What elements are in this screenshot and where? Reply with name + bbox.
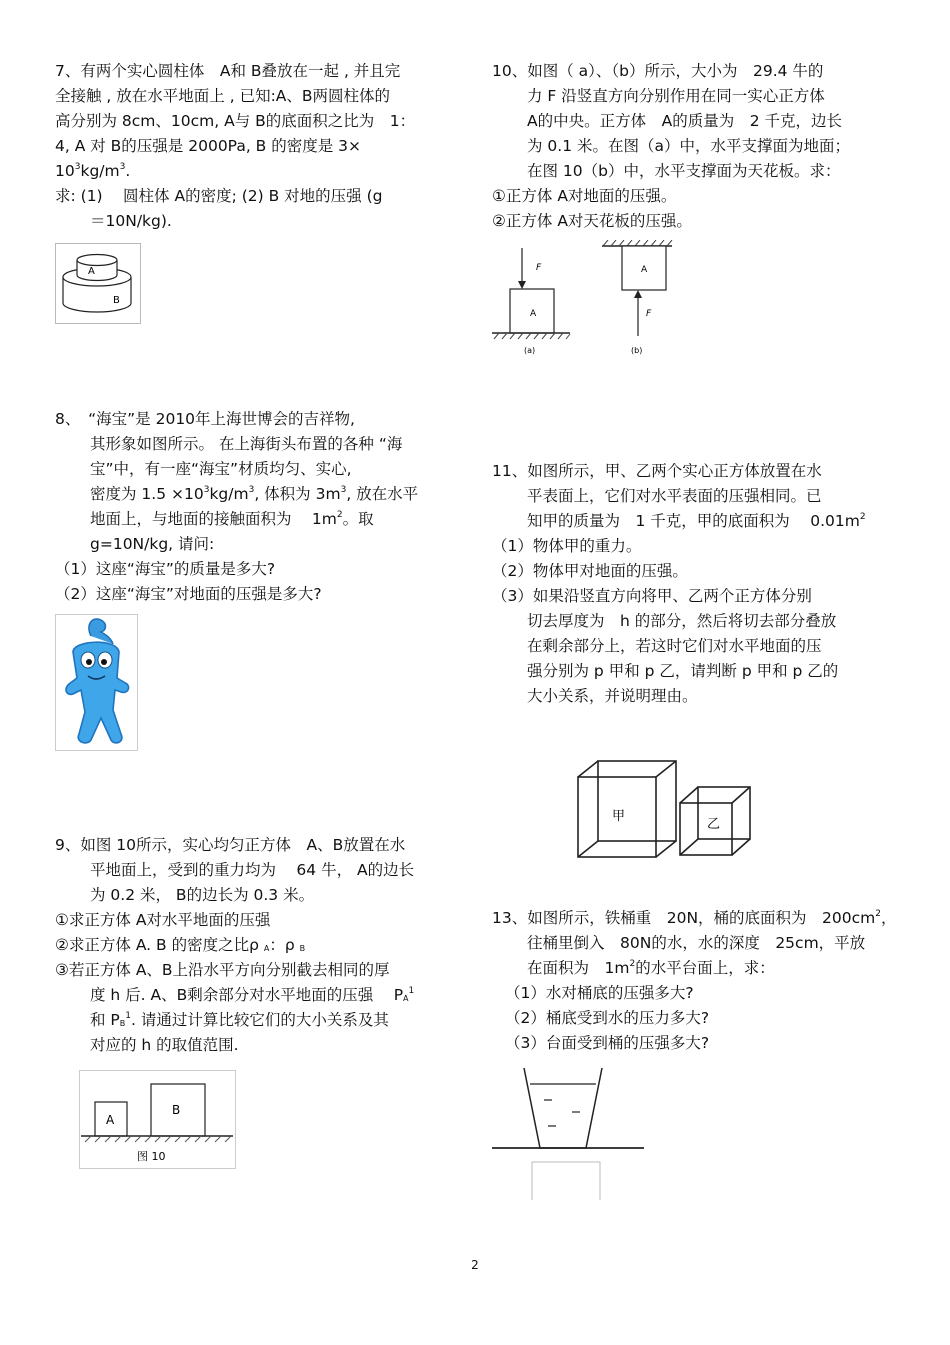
q8-line-3: 宝”中，有一座“海宝”材质均匀、实心, — [90, 460, 352, 478]
q9-line-1: 9、如图 10所示，实心均匀正方体 A、B放置在水 — [55, 836, 406, 854]
q9-fig-label-b: B — [172, 1103, 181, 1117]
q10-sub-2: ②正方体 A对天花板的压强。 — [492, 212, 692, 230]
q9-fig-label-a: A — [106, 1113, 115, 1127]
q8-ask-2: （2）这座“海宝”对地面的压强是多大? — [55, 585, 322, 603]
q11-line-1: 11、如图所示，甲、乙两个实心正方体放置在水 — [492, 462, 822, 480]
q9-sub-3-line-2: 度 h 后. A、B剩余部分对水平地面的压强 $P_A^1$ — [90, 986, 415, 1004]
q10-sub-1: ①正方体 A对地面的压强。 — [492, 187, 677, 205]
q7-ask-1: 求: (1) 圆柱体 A的密度; (2) B 对地的压强 (g — [55, 187, 383, 205]
q11-line-2: 平表面上，它们对水平表面的压强相同。已 — [527, 487, 822, 505]
q7-line-2: 全接触 , 放在水平地面上 , 已知:A、B两圆柱体的 — [55, 87, 391, 105]
question-11 — [492, 459, 866, 709]
q13-sub-1: （1）水对桶底的压强多大? — [505, 984, 694, 1002]
q11-figure-cubes — [574, 757, 756, 861]
q11-fig-jia: 甲 — [612, 809, 626, 824]
q8-figure-haibao-mascot — [55, 614, 139, 752]
q10-line-1: 10、如图（ a）、（b）所示，大小为 29.4 牛的 — [492, 62, 824, 80]
q11-sub-2: （2）物体甲对地面的压强。 — [492, 562, 688, 580]
q10-fig-f-b: F — [646, 309, 652, 319]
q8-line-6: g=10N/kg, 请问: — [90, 535, 215, 553]
q9-sub-2: ②求正方体 A. B 的密度之比ρ $_A$：ρ $_B$ — [55, 936, 306, 954]
q8-line-4: 密度为 $1.5 \times 10^3kg/m^3$, 体积为 $3m^3$, 放在水平 — [90, 485, 419, 503]
q9-line-3: 为 0.2 米， B的边长为 0.3 米。 — [90, 886, 315, 904]
q10-line-5: 在图 10（b）中，水平支撑面为天花板。求： — [527, 162, 841, 180]
q9-figure-10-cubes — [79, 1070, 237, 1170]
q13-line-2: 往桶里倒入 80N的水，水的深度 25cm，平放 — [527, 934, 866, 952]
q8-ask-1: （1）这座“海宝”的质量是多大? — [55, 560, 276, 578]
q10-fig-caption-b: (b) — [631, 346, 643, 355]
q10-line-2: 力 F 沿竖直方向分别作用在同一实心正方体 — [527, 87, 825, 105]
q13-sub-3: （3）台面受到桶的压强多大? — [505, 1034, 710, 1052]
q9-line-2: 平地面上，受到的重力均为 64 牛， A的边长 — [90, 861, 415, 879]
q10-line-4: 为 0.1 米。在图（a）中，水平支撑面为地面； — [527, 137, 851, 155]
q11-line-3: 知甲的质量为 1 千克，甲的底面积为 $0.01m^2$ — [527, 512, 866, 530]
q11-sub-1: （1）物体甲的重力。 — [492, 537, 642, 555]
q11-sub-3-line-1: （3）如果沿竖直方向将甲、乙两个正方体分别 — [492, 587, 812, 605]
q10-fig-f-a: F — [536, 263, 542, 273]
page-number: 2 — [471, 1258, 479, 1272]
q7-line-1: 7、有两个实心圆柱体 A和 B叠放在一起 , 并且完 — [55, 62, 401, 80]
q8-line-1: 8、 “海宝”是 2010年上海世博会的吉祥物, — [55, 410, 355, 428]
q10-fig-a-a: A — [530, 309, 537, 319]
q11-sub-3-line-4: 强分别为 p 甲和 p 乙，请判断 p 甲和 p 乙的 — [527, 662, 839, 680]
question-8 — [55, 407, 418, 607]
question-9 — [55, 833, 414, 1058]
q13-sub-2: （2）桶底受到水的压力多大? — [505, 1009, 710, 1027]
q7-fig-label-a: A — [88, 266, 95, 277]
q7-line-3: 高分别为 8cm、10cm, A与 B的底面积之比为 1： — [55, 112, 416, 130]
question-13 — [492, 906, 897, 1056]
q11-sub-3-line-5: 大小关系，并说明理由。 — [527, 687, 698, 705]
q9-sub-3-line-1: ③若正方体 A、B上沿水平方向分别截去相同的厚 — [55, 961, 390, 979]
q13-line-1: 13、如图所示，铁桶重 20N，桶的底面积为 $200cm^2$， — [492, 909, 897, 927]
q9-sub-3-line-3: 和 $P_B^1$. 请通过计算比较它们的大小关系及其 — [90, 1011, 389, 1029]
question-10 — [492, 59, 850, 234]
q11-sub-3-line-3: 在剩余部分上，若这时它们对水平地面的压 — [527, 637, 822, 655]
q10-line-3: A的中央。正方体 A的质量为 2 千克，边长 — [527, 112, 842, 130]
q7-fig-label-b: B — [113, 295, 120, 306]
q10-figure-force-cube — [490, 240, 690, 360]
q11-fig-yi: 乙 — [707, 817, 721, 832]
q7-ask-2: ＝10N/kg). — [90, 212, 172, 230]
q13-line-3: 在面积为 $1m^2$的水平台面上，求： — [527, 959, 775, 977]
q9-sub-3-line-4: 对应的 h 的取值范围. — [90, 1036, 239, 1054]
q9-sub-1: ①求正方体 A对水平地面的压强 — [55, 911, 271, 929]
q10-fig-a-b: A — [641, 265, 648, 275]
q8-line-2: 其形象如图所示。 在上海街头布置的各种 “海 — [90, 435, 403, 453]
q8-line-5: 地面上，与地面的接触面积为 $1m^2$。取 — [90, 510, 374, 528]
q7-line-4: 4, A 对 B的压强是 2000Pa, B 的密度是 3× — [55, 137, 362, 155]
q10-fig-caption-a: (a) — [524, 346, 536, 355]
question-7 — [55, 59, 415, 234]
q9-fig-caption: 图 10 — [137, 1150, 166, 1163]
q7-line-5: $10^3kg/m^3$. — [55, 162, 131, 180]
q7-figure-cylinders — [55, 243, 145, 325]
q13-figure-bucket — [490, 1062, 650, 1202]
q11-sub-3-line-2: 切去厚度为 h 的部分，然后将切去部分叠放 — [527, 612, 837, 630]
